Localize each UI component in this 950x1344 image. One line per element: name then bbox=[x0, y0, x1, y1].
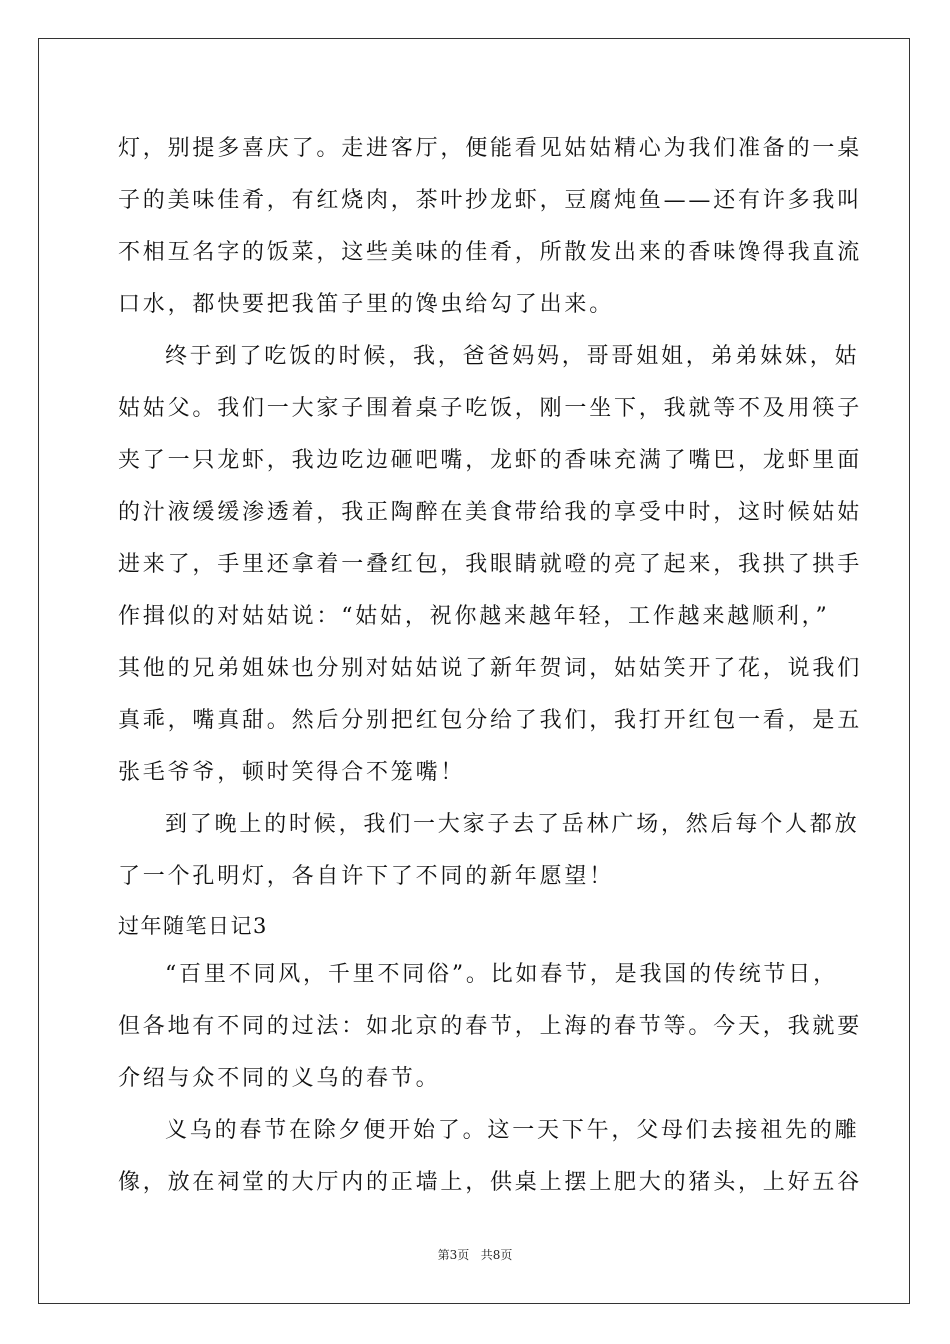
paragraph-line: 像，放在祠堂的大厅内的正墙上，供桌上摆上肥大的猪头，上好五谷 bbox=[118, 1170, 863, 1195]
paragraph-line: 作揖似的对姑姑说：“姑姑，祝你越来越年轻，工作越来越顺利，” bbox=[118, 604, 830, 629]
paragraph-line: “百里不同风，千里不同俗”。比如春节，是我国的传统节日， bbox=[165, 962, 838, 987]
paragraph-line: 了一个孔明灯，各自许下了不同的新年愿望！ bbox=[118, 864, 615, 889]
page-footer bbox=[0, 1248, 950, 1262]
paragraph-line: 夹了一只龙虾，我边吃边砸吧嘴，龙虾的香味充满了嘴巴，龙虾里面 bbox=[118, 448, 863, 473]
page-total: 共8页 bbox=[480, 1248, 513, 1262]
paragraph-line: 姑姑父。我们一大家子围着桌子吃饭，刚一坐下，我就等不及用筷子 bbox=[118, 396, 863, 421]
paragraph-line: 张毛爷爷，顿时笑得合不笼嘴！ bbox=[118, 760, 466, 785]
paragraph-line: 不相互名字的饭菜，这些美味的佳肴，所散发出来的香味馋得我直流 bbox=[118, 240, 863, 265]
paragraph-line: 口水，都快要把我笛子里的馋虫给勾了出来。 bbox=[118, 292, 615, 317]
paragraph-line: 灯，别提多喜庆了。走进客厅，便能看见姑姑精心为我们准备的一桌 bbox=[118, 136, 863, 161]
paragraph-line: 但各地有不同的过法：如北京的春节，上海的春节等。今天，我就要 bbox=[118, 1014, 863, 1039]
paragraph-line: 真乖，嘴真甜。然后分别把红包分给了我们，我打开红包一看，是五 bbox=[118, 708, 863, 733]
paragraph-line: 到了晚上的时候，我们一大家子去了岳林广场，然后每个人都放 bbox=[165, 812, 860, 837]
paragraph-line: 终于到了吃饭的时候，我，爸爸妈妈，哥哥姐姐，弟弟妹妹，姑 bbox=[165, 344, 860, 369]
paragraph-line: 的汁液缓缓渗透着，我正陶醉在美食带给我的享受中时，这时候姑姑 bbox=[118, 500, 863, 525]
paragraph-line: 其他的兄弟姐妹也分别对姑姑说了新年贺词，姑姑笑开了花，说我们 bbox=[118, 656, 863, 681]
page-number: 第3页 bbox=[437, 1248, 470, 1262]
paragraph-line: 进来了，手里还拿着一叠红包，我眼睛就噔的亮了起来，我拱了拱手 bbox=[118, 552, 863, 577]
section-title: 过年随笔日记3 bbox=[118, 914, 268, 938]
paragraph-line: 义乌的春节在除夕便开始了。这一天下午，父母们去接祖先的雕 bbox=[165, 1118, 860, 1143]
paragraph-line: 介绍与众不同的义乌的春节。 bbox=[118, 1066, 441, 1091]
paragraph-line: 子的美味佳肴，有红烧肉，茶叶抄龙虾，豆腐炖鱼——还有许多我叫 bbox=[118, 188, 863, 213]
